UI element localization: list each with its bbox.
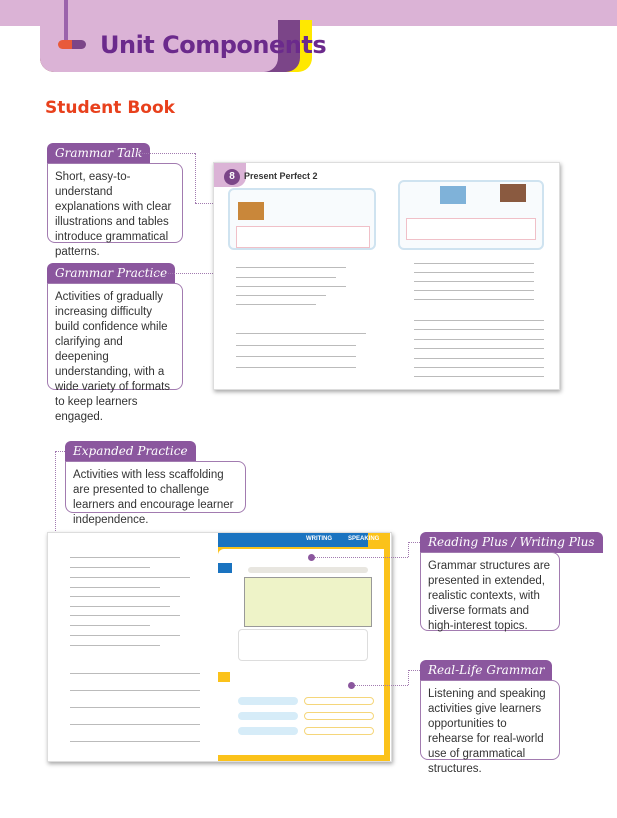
expanded-practice-label: Expanded Practice bbox=[65, 441, 196, 462]
unit-number: 8 bbox=[224, 169, 240, 185]
illustration bbox=[500, 184, 526, 202]
grammar-practice-label: Grammar Practice bbox=[47, 263, 175, 284]
connector bbox=[195, 203, 215, 204]
connector bbox=[408, 670, 409, 685]
reading-writing-plus-box bbox=[420, 552, 560, 631]
tab-speaking: SPEAKING bbox=[348, 536, 380, 542]
grammar-table bbox=[236, 226, 370, 248]
grammar-practice-box bbox=[47, 283, 183, 423]
student-book-spread-2 bbox=[47, 532, 392, 762]
connector-pin bbox=[308, 554, 315, 561]
illustration bbox=[440, 186, 466, 204]
reading-writing-plus-text: Grammar structures are presented in extended, realistic contexts, with diverse formats and high-interest topics. bbox=[428, 560, 551, 632]
grammar-table bbox=[406, 218, 536, 240]
unit-title: Present Perfect 2 bbox=[244, 171, 318, 181]
grammar-talk-panel-2 bbox=[398, 180, 544, 250]
grammar-practice-text: Activities of gradually increasing difficulty build confidence while clarifying and deepening understanding, with a wide variety of formats to keep learners engaged. bbox=[55, 291, 171, 423]
top-bar bbox=[218, 533, 368, 547]
connector bbox=[352, 685, 408, 686]
grammar-talk-panel bbox=[228, 188, 376, 250]
grammar-talk-box bbox=[47, 163, 183, 258]
connector bbox=[408, 542, 409, 557]
expanded-practice-box bbox=[65, 461, 246, 526]
right-page bbox=[218, 549, 384, 755]
section-title: Student Book bbox=[45, 98, 175, 118]
pencil-icon bbox=[58, 40, 86, 49]
connector bbox=[153, 273, 215, 274]
connector bbox=[55, 451, 65, 452]
comic-illustration bbox=[244, 577, 372, 627]
connector bbox=[408, 670, 420, 671]
grammar-talk-text: Short, easy-to-understand explanations with clear illustrations and tables introduce grammatical patterns. bbox=[55, 171, 172, 258]
connector bbox=[195, 153, 196, 203]
tab-writing: WRITING bbox=[306, 536, 332, 542]
reading-writing-plus-label: Reading Plus / Writing Plus bbox=[420, 532, 603, 553]
student-book-spread-1 bbox=[213, 162, 560, 390]
real-life-grammar-label: Real-Life Grammar bbox=[420, 660, 552, 681]
connector bbox=[408, 542, 420, 543]
real-life-grammar-box bbox=[420, 680, 560, 775]
real-life-grammar-text: Listening and speaking activities give learners opportunities to rehearse for real-world use of grammatical structures. bbox=[428, 688, 546, 775]
connector bbox=[312, 557, 408, 558]
illustration bbox=[238, 202, 264, 220]
pencil-line bbox=[64, 0, 68, 40]
page-title: Unit Components bbox=[100, 31, 327, 59]
grammar-talk-label: Grammar Talk bbox=[47, 143, 150, 164]
connector bbox=[137, 153, 195, 154]
connector-pin bbox=[348, 682, 355, 689]
expanded-practice-text: Activities with less scaffolding are presented to challenge learners and encourage learner independence. bbox=[73, 469, 234, 526]
